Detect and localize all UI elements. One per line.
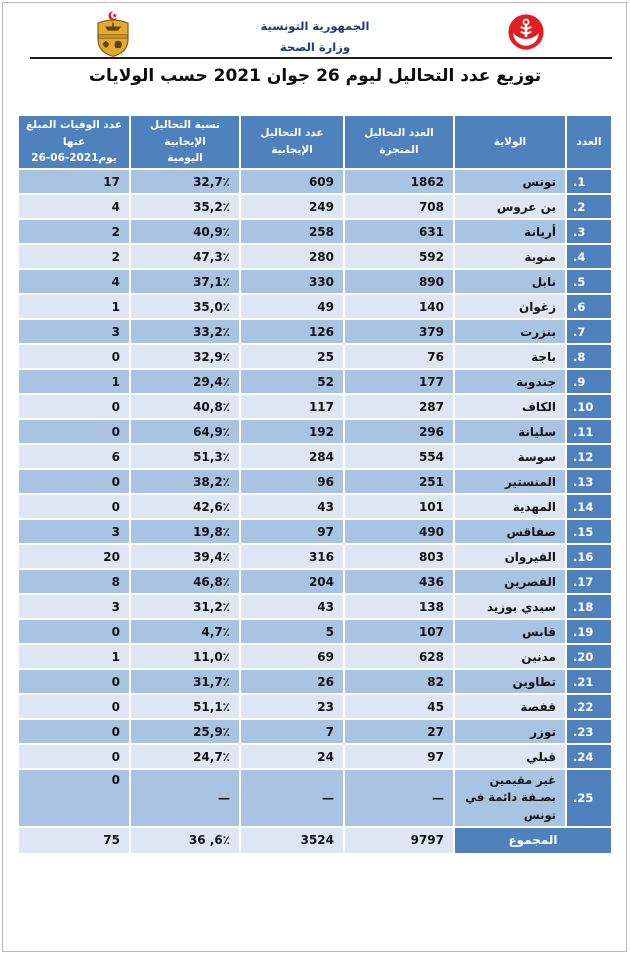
governorate-name: سوسة <box>455 445 565 468</box>
table-row <box>19 220 611 243</box>
deaths-count: 1 <box>19 370 129 393</box>
table-row <box>19 720 611 743</box>
row-index: 5. <box>567 270 611 293</box>
tests-count: 27 <box>345 720 453 743</box>
tests-count: 592 <box>345 245 453 268</box>
tests-count: 708 <box>345 195 453 218</box>
positivity-rate: 37,1٪ <box>131 270 239 293</box>
positivity-rate: — <box>131 770 239 826</box>
row-index: 20. <box>567 645 611 668</box>
row-index: 23. <box>567 720 611 743</box>
tests-count: 97 <box>345 745 453 768</box>
row-index: 11. <box>567 420 611 443</box>
positive-count: 258 <box>241 220 343 243</box>
table-row <box>19 170 611 193</box>
table-row <box>19 645 611 668</box>
governorate-name: مدنين <box>455 645 565 668</box>
governorate-name: قبلي <box>455 745 565 768</box>
row-index: 3. <box>567 220 611 243</box>
table-row <box>19 495 611 518</box>
table-row <box>19 320 611 343</box>
tests-count: 45 <box>345 695 453 718</box>
positive-count: — <box>241 770 343 826</box>
row-index: 8. <box>567 345 611 368</box>
positive-count: 96 <box>241 470 343 493</box>
positivity-rate: 40,9٪ <box>131 220 239 243</box>
tests-count: 296 <box>345 420 453 443</box>
positive-count: 24 <box>241 745 343 768</box>
governorate-name: سيدي بوزيد <box>455 595 565 618</box>
positivity-rate: 33,2٪ <box>131 320 239 343</box>
positivity-rate: 31,7٪ <box>131 670 239 693</box>
tests-count: 631 <box>345 220 453 243</box>
deaths-count: 3 <box>19 320 129 343</box>
table-row <box>19 570 611 593</box>
deaths-count: 4 <box>19 195 129 218</box>
governorate-name: سليانة <box>455 420 565 443</box>
positivity-rate: 38,2٪ <box>131 470 239 493</box>
deaths-count: 0 <box>19 720 129 743</box>
governorate-name: تونس <box>455 170 565 193</box>
letterhead <box>0 0 630 58</box>
deaths-count: 0 <box>19 470 129 493</box>
positive-count: 69 <box>241 645 343 668</box>
governorate-name: المهدية <box>455 495 565 518</box>
table-row <box>19 445 611 468</box>
report-title: توزيع عدد التحاليل ليوم 26 جوان 2021 حسب الولايات <box>88 66 542 86</box>
table-row <box>19 470 611 493</box>
row-index: 19. <box>567 620 611 643</box>
table-body <box>19 170 611 853</box>
governorate-name: قابس <box>455 620 565 643</box>
positivity-rate: 19,8٪ <box>131 520 239 543</box>
row-index: 14. <box>567 495 611 518</box>
positivity-rate: 47,3٪ <box>131 245 239 268</box>
positive-count: 204 <box>241 570 343 593</box>
table-row <box>19 670 611 693</box>
tests-count: 379 <box>345 320 453 343</box>
col-header-tests-done: العدد التحاليل المنجزة <box>345 116 453 168</box>
governorate-name: قفصة <box>455 695 565 718</box>
positivity-rate: 11,0٪ <box>131 645 239 668</box>
positivity-rate: 40,8٪ <box>131 395 239 418</box>
deaths-count: 0 <box>19 495 129 518</box>
positive-count: 26 <box>241 670 343 693</box>
ministry-of-health-logo-icon <box>507 13 545 55</box>
row-index: 7. <box>567 320 611 343</box>
deaths-count: 0 <box>19 770 129 826</box>
governorate-name: نابل <box>455 270 565 293</box>
tests-count: 436 <box>345 570 453 593</box>
deaths-count: 0 <box>19 420 129 443</box>
positivity-rate: 39,4٪ <box>131 545 239 568</box>
header-divider <box>30 57 612 59</box>
positive-count: 43 <box>241 595 343 618</box>
table-row <box>19 420 611 443</box>
tests-count: 287 <box>345 395 453 418</box>
deaths-count: 0 <box>19 620 129 643</box>
table-row <box>19 270 611 293</box>
row-index: 17. <box>567 570 611 593</box>
positive-count: 249 <box>241 195 343 218</box>
positivity-rate: 24,7٪ <box>131 745 239 768</box>
positivity-rate: 32,7٪ <box>131 170 239 193</box>
positivity-rate: 51,1٪ <box>131 695 239 718</box>
governorate-name: زغوان <box>455 295 565 318</box>
governorate-name: بن عروس <box>455 195 565 218</box>
tests-count: 101 <box>345 495 453 518</box>
total-label: المجموع <box>455 828 611 853</box>
tests-count: 138 <box>345 595 453 618</box>
deaths-count: 20 <box>19 545 129 568</box>
governorate-name: الكاف <box>455 395 565 418</box>
deaths-count: 3 <box>19 520 129 543</box>
positive-count: 280 <box>241 245 343 268</box>
governorate-name: توزر <box>455 720 565 743</box>
table-row <box>19 345 611 368</box>
tests-count: 82 <box>345 670 453 693</box>
deaths-count: 0 <box>19 695 129 718</box>
col-header-positive-tests: عدد التحاليل الإيجابية <box>241 116 343 168</box>
table-row <box>19 745 611 768</box>
table-row <box>19 370 611 393</box>
positivity-rate: 46,8٪ <box>131 570 239 593</box>
deaths-count: 8 <box>19 570 129 593</box>
row-index: 4. <box>567 245 611 268</box>
total-tests: 9797 <box>345 828 453 853</box>
deaths-count: 6 <box>19 445 129 468</box>
deaths-count: 1 <box>19 645 129 668</box>
positivity-rate: 31,2٪ <box>131 595 239 618</box>
tests-count: 1862 <box>345 170 453 193</box>
tests-count: 490 <box>345 520 453 543</box>
tests-count: 628 <box>345 645 453 668</box>
tests-table-wrapper <box>17 114 613 855</box>
row-index: 24. <box>567 745 611 768</box>
positive-count: 25 <box>241 345 343 368</box>
positivity-rate: 51,3٪ <box>131 445 239 468</box>
positivity-rate: 64,9٪ <box>131 420 239 443</box>
positive-count: 43 <box>241 495 343 518</box>
positive-count: 284 <box>241 445 343 468</box>
row-index: 25. <box>567 770 611 826</box>
positive-count: 49 <box>241 295 343 318</box>
col-header-daily-positivity-rate: نسبة التحاليل الإيجابية اليومية <box>131 116 239 168</box>
positive-count: 192 <box>241 420 343 443</box>
tests-count: 251 <box>345 470 453 493</box>
table-row <box>19 395 611 418</box>
row-index: 15. <box>567 520 611 543</box>
table-row <box>19 695 611 718</box>
deaths-count: 4 <box>19 270 129 293</box>
positive-count: 97 <box>241 520 343 543</box>
tests-count: 803 <box>345 545 453 568</box>
governorate-name: صفاقس <box>455 520 565 543</box>
row-index: 1. <box>567 170 611 193</box>
governorate-name: باجة <box>455 345 565 368</box>
row-index: 2. <box>567 195 611 218</box>
table-row <box>19 245 611 268</box>
tests-count: 140 <box>345 295 453 318</box>
positive-count: 52 <box>241 370 343 393</box>
tests-count: 107 <box>345 620 453 643</box>
positive-count: 316 <box>241 545 343 568</box>
deaths-count: 0 <box>19 395 129 418</box>
republic-title: الجمهورية التونسية <box>260 19 370 33</box>
positivity-rate: 35,0٪ <box>131 295 239 318</box>
row-index: 9. <box>567 370 611 393</box>
table-row <box>19 545 611 568</box>
table-row <box>19 295 611 318</box>
row-index: 16. <box>567 545 611 568</box>
deaths-count: 17 <box>19 170 129 193</box>
deaths-count: 0 <box>19 670 129 693</box>
tests-count: 890 <box>345 270 453 293</box>
col-header-reported-deaths: عدد الوفيات المبلغ عنها يوم2021-06-26 <box>19 116 129 168</box>
row-index: 13. <box>567 470 611 493</box>
governorate-name: القصرين <box>455 570 565 593</box>
positive-count: 117 <box>241 395 343 418</box>
deaths-count: 0 <box>19 745 129 768</box>
positivity-rate: 29,4٪ <box>131 370 239 393</box>
total-positive: 3524 <box>241 828 343 853</box>
tests-count: 554 <box>345 445 453 468</box>
governorate-name: تطاوين <box>455 670 565 693</box>
deaths-count: 0 <box>19 345 129 368</box>
table-row <box>19 595 611 618</box>
row-index: 10. <box>567 395 611 418</box>
total-rate: 36 ,6٪ <box>131 828 239 853</box>
table-row <box>19 620 611 643</box>
governorate-name: بنزرت <box>455 320 565 343</box>
col-header-index: العدد <box>567 116 611 168</box>
positivity-rate: 35,2٪ <box>131 195 239 218</box>
tests-by-governorate-table <box>17 114 613 855</box>
total-row <box>19 828 611 853</box>
positivity-rate: 4,7٪ <box>131 620 239 643</box>
positive-count: 609 <box>241 170 343 193</box>
tests-count: 76 <box>345 345 453 368</box>
governorate-name: غير مقيمين بصـفة دائمة في تونس <box>455 770 565 826</box>
governorate-name: المنستير <box>455 470 565 493</box>
governorate-name: القيروان <box>455 545 565 568</box>
row-index: 12. <box>567 445 611 468</box>
deaths-count: 1 <box>19 295 129 318</box>
positivity-rate: 32,9٪ <box>131 345 239 368</box>
positive-count: 5 <box>241 620 343 643</box>
table-row <box>19 520 611 543</box>
positive-count: 23 <box>241 695 343 718</box>
row-index: 21. <box>567 670 611 693</box>
positive-count: 7 <box>241 720 343 743</box>
deaths-count: 3 <box>19 595 129 618</box>
deaths-count: 2 <box>19 245 129 268</box>
row-index: 18. <box>567 595 611 618</box>
row-index: 6. <box>567 295 611 318</box>
positivity-rate: 42,6٪ <box>131 495 239 518</box>
governorate-name: جندوبة <box>455 370 565 393</box>
row-index: 22. <box>567 695 611 718</box>
col-header-governorate: الولاية <box>455 116 565 168</box>
governorate-name: منوبة <box>455 245 565 268</box>
positive-count: 330 <box>241 270 343 293</box>
tests-count: — <box>345 770 453 826</box>
positivity-rate: 25,9٪ <box>131 720 239 743</box>
ministry-title: وزارة الصحة <box>280 40 350 54</box>
total-deaths: 75 <box>19 828 129 853</box>
deaths-count: 2 <box>19 220 129 243</box>
table-row <box>19 770 611 826</box>
governorate-name: أريانة <box>455 220 565 243</box>
positive-count: 126 <box>241 320 343 343</box>
table-header-row <box>19 116 611 168</box>
table-row <box>19 195 611 218</box>
tests-count: 177 <box>345 370 453 393</box>
